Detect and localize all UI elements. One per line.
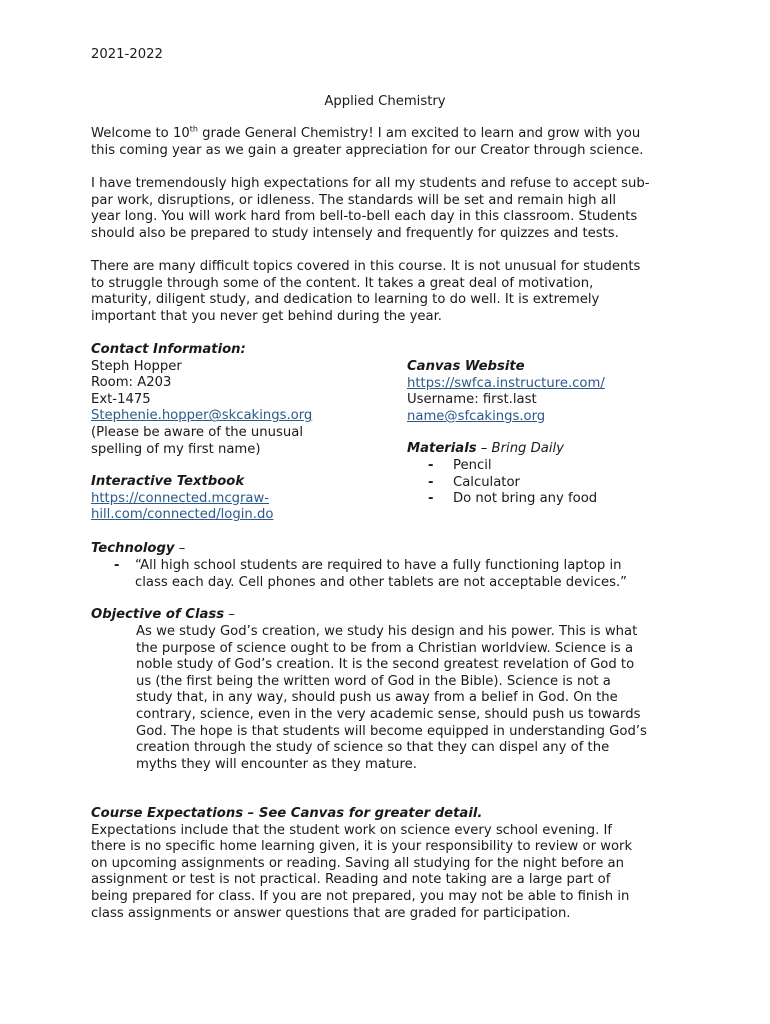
paragraph-line: year long. You will work hard from bell-to-bell each day in this classroom. Students (91, 209, 638, 225)
textbook-heading: Interactive Textbook (91, 474, 245, 489)
contact-information (91, 342, 312, 458)
dash-bullet: - (428, 491, 434, 507)
objective-text: contrary, science, even in the very academic sense, should push us towards (136, 706, 641, 722)
phone-extension: Ext-1475 (91, 391, 151, 407)
document-title: Applied Chemistry (324, 94, 446, 109)
materials (407, 441, 564, 458)
objective-text: As we study God’s creation, we study his design and his power. This is what (136, 624, 638, 639)
canvas-login-link[interactable]: name@sfcakings.org (407, 408, 546, 424)
technology-section (91, 541, 185, 558)
material-item: Do not bring any food (453, 491, 598, 507)
objective-text: the purpose of science ought to be from a Christian worldview. Science is a (136, 640, 634, 656)
name-note: spelling of my first name) (91, 441, 261, 457)
intro-text: Welcome to 10 (91, 126, 190, 141)
teacher-email-link[interactable]: Stephenie.hopper@skcakings.org (91, 408, 313, 424)
objective-text: creation through the study of science so that they can dispel any of the (136, 740, 610, 756)
objective-text: us (the first being the written word of God in the Bible). Science is not a (136, 673, 611, 689)
school-year: 2021-2022 (91, 47, 163, 62)
paragraph-line: There are many difficult topics covered in this course. It is not unusual for students (91, 259, 641, 274)
intro-paragraph-2 (91, 176, 650, 242)
list-item (407, 458, 707, 475)
expectations-text: assignment or test is not practical. Reading and note taking are a large part of (91, 872, 611, 888)
technology-text: “All high school students are required to have a fully functioning laptop in (135, 558, 622, 573)
objective-text: myths they will encounter as they mature. (136, 756, 417, 772)
expectations-text: class assignments or answer questions that are graded for participation. (91, 905, 571, 921)
objective-paragraph (136, 624, 647, 773)
canvas-url-link[interactable]: https://swfca.instructure.com/ (407, 375, 605, 391)
list-item (407, 475, 707, 492)
canvas-username: Username: first.last (407, 392, 537, 408)
technology-bullet (91, 558, 731, 591)
objective-text: noble study of God’s creation. It is the second greatest revelation of God to (136, 657, 635, 673)
canvas-heading: Canvas Website (407, 359, 525, 374)
expectations-text: Expectations include that the student work on science every school evening. If (91, 822, 612, 838)
dash-bullet: - (428, 474, 434, 490)
contact-heading: Contact Information: (91, 342, 246, 357)
technology-text: class each day. Cell phones and other tablets are not acceptable devices.” (135, 574, 627, 590)
dash-bullet: - (428, 458, 434, 473)
dash-bullet: - (114, 558, 120, 573)
expectations-text: being prepared for class. If you are not prepared, you may not be able to finish in (91, 888, 630, 904)
interactive-textbook (91, 474, 273, 524)
intro-line: this coming year as we gain a greater appreciation for our Creator through science. (91, 142, 644, 158)
room-number: Room: A203 (91, 375, 172, 391)
heading-dash: – (174, 541, 186, 556)
heading-dash: – (224, 607, 235, 622)
materials-subheading: – Bring Daily (476, 441, 564, 456)
paragraph-line: par work, disruptions, or idleness. The standards will be set and remain high all (91, 192, 617, 208)
paragraph-line: to struggle through some of the content. It takes a great deal of motivation, (91, 275, 594, 291)
textbook-link[interactable]: https://connected.mcgraw- (91, 490, 270, 506)
objective-heading: Objective of Class (91, 607, 225, 622)
teacher-name: Steph Hopper (91, 358, 182, 374)
material-item: Pencil (453, 458, 492, 473)
expectations-text: on upcoming assignments or reading. Saving all studying for the night before an (91, 855, 624, 871)
intro-text: grade General Chemistry! I am excited to learn and grow with you (197, 126, 641, 141)
paragraph-line: important that you never get behind during the year. (91, 308, 442, 324)
intro-line (91, 126, 643, 143)
intro-paragraph-3 (91, 259, 640, 325)
paragraph-line: I have tremendously high expectations for all my students and refuse to accept sub- (91, 176, 650, 191)
objective-section (91, 607, 235, 624)
paragraph-line: should also be prepared to study intensely and frequently for quizzes and tests. (91, 225, 619, 241)
superscript: th (189, 124, 198, 134)
textbook-link[interactable]: hill.com/connected/login.do (91, 507, 274, 523)
list-item (407, 491, 707, 508)
expectations-text: there is no specific home learning given, it is your responsibility to review or work (91, 839, 633, 855)
material-item: Calculator (453, 474, 520, 490)
paragraph-line: maturity, diligent study, and dedication to learning to do well. It is extremely (91, 292, 600, 308)
objective-text: study that, in any way, should push us away from a belief in God. On the (136, 690, 618, 706)
intro-paragraph-1 (91, 126, 643, 159)
course-expectations (91, 806, 632, 922)
objective-text: God. The hope is that students will become equipped in understanding God’s (136, 723, 647, 739)
name-note: (Please be aware of the unusual (91, 424, 303, 440)
technology-heading: Technology (91, 541, 175, 556)
materials-heading: Materials (407, 441, 477, 456)
canvas-website (407, 359, 605, 425)
expectations-heading: Course Expectations – See Canvas for greater detail. (91, 806, 483, 821)
materials-list (407, 458, 707, 508)
